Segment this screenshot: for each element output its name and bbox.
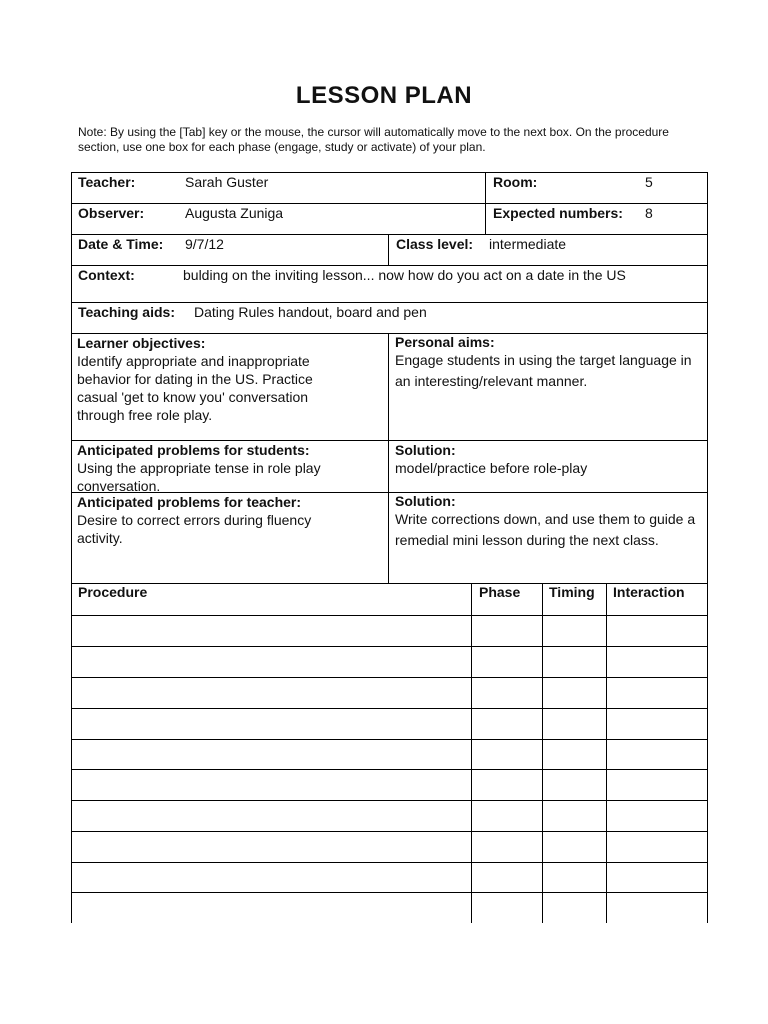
expected-numbers-value: 8 <box>645 205 653 221</box>
room-value: 5 <box>645 174 653 190</box>
personal-aims-block <box>395 334 700 392</box>
teacher-label: Teacher: <box>78 174 136 190</box>
learner-objectives-value: Identify appropriate and inappropriate behavior for dating in the US. Practice casual 'get to know you' conversation through free role play. <box>77 353 313 423</box>
solution-students-block <box>395 441 700 477</box>
expected-numbers-label: Expected numbers: <box>493 205 623 221</box>
context-label: Context: <box>78 267 135 283</box>
timing-header: Timing <box>549 584 595 600</box>
teacher-value: Sarah Guster <box>185 174 269 190</box>
instruction-note: Note: By using the [Tab] key or the mouse, the cursor will automatically move to the next box. On the procedure section, use one box for each phase (engage, study or activate) of your plan. <box>78 125 669 154</box>
class-level-label: Class level: <box>396 236 474 252</box>
problems-teacher-value: Desire to correct errors during fluency activity. <box>77 512 312 546</box>
problems-students-value: Using the appropriate tense in role play conversation. <box>77 460 321 494</box>
personal-aims-label: Personal aims: <box>395 334 495 350</box>
procedure-header: Procedure <box>78 584 148 600</box>
problems-teacher-label: Anticipated problems for teacher: <box>77 494 302 510</box>
observer-label: Observer: <box>78 205 145 221</box>
problems-teacher-block <box>77 493 352 547</box>
solution-teacher-value: Write corrections down, and use them to guide a remedial mini lesson during the next class. <box>395 511 696 548</box>
phase-header: Phase <box>479 584 521 600</box>
solution-teacher-label: Solution: <box>395 493 456 509</box>
solution-students-value: model/practice before role-play <box>395 460 588 476</box>
solution-students-label: Solution: <box>395 442 456 458</box>
teaching-aids-value: Dating Rules handout, board and pen <box>194 304 427 320</box>
date-time-label: Date & Time: <box>78 236 164 252</box>
room-label: Room: <box>493 174 538 190</box>
procedure-table <box>71 583 708 923</box>
solution-teacher-block <box>395 493 703 551</box>
class-level-value: intermediate <box>489 236 567 252</box>
page-title: LESSON PLAN <box>295 82 473 109</box>
learner-objectives-block <box>77 334 347 424</box>
personal-aims-value: Engage students in using the target language in an interesting/relevant manner. <box>395 352 692 389</box>
observer-value: Augusta Zuniga <box>185 205 284 221</box>
teaching-aids-label: Teaching aids: <box>78 304 175 320</box>
problems-students-block <box>77 441 377 495</box>
learner-objectives-label: Learner objectives: <box>77 335 206 351</box>
context-value: bulding on the inviting lesson... now how do you act on a date in the US <box>183 267 626 283</box>
date-time-value: 9/7/12 <box>185 236 224 252</box>
interaction-header: Interaction <box>613 584 685 600</box>
problems-students-label: Anticipated problems for students: <box>77 442 310 458</box>
